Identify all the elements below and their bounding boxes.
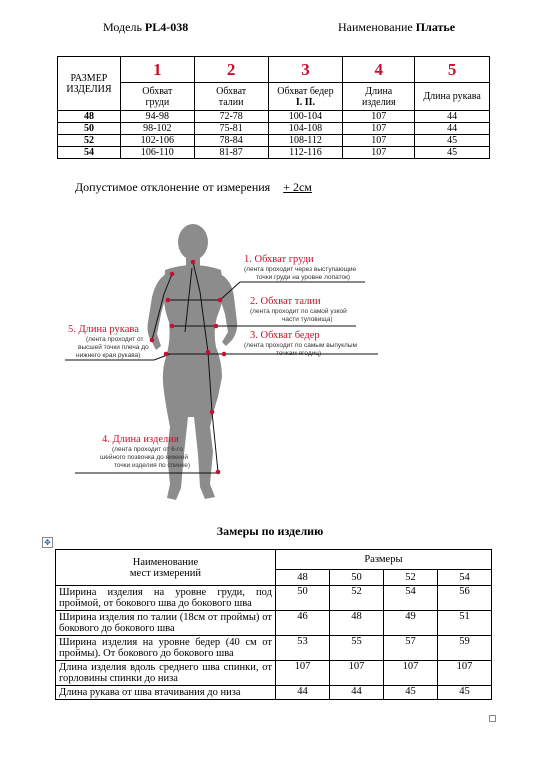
size-header-line2: ИЗДЕЛИЯ bbox=[66, 83, 112, 95]
measure-value-cell: 59 bbox=[437, 636, 491, 661]
column-header bbox=[120, 83, 194, 111]
column-header bbox=[194, 83, 268, 111]
size-cell: 50 bbox=[58, 123, 121, 135]
annotation-title: 4. Длина изделия bbox=[102, 434, 179, 445]
measure-value-cell: 51 bbox=[437, 611, 491, 636]
measure-name-header-line1: Наименование bbox=[132, 556, 199, 568]
value-cell: 44 bbox=[415, 123, 490, 135]
annotation-sleeve bbox=[68, 324, 149, 359]
measure-value-cell: 50 bbox=[275, 586, 329, 611]
measure-name-cell: Длина рукава от шва втачивания до низа bbox=[56, 686, 276, 700]
column-header-line2: груди bbox=[145, 96, 170, 108]
table-row bbox=[58, 123, 490, 135]
table-row bbox=[56, 661, 492, 686]
measure-name-cell: Ширина изделия по талии (18см от проймы) от бокового до бокового шва bbox=[56, 611, 276, 636]
annotation-title: 3. Обхват бедер bbox=[250, 330, 320, 341]
annotation-note: (лента проходит от 6-го bbox=[112, 446, 183, 453]
annotation-note: точки изделия по спинке) bbox=[114, 462, 191, 469]
value-cell: 94-98 bbox=[120, 111, 194, 123]
measure-value-cell: 49 bbox=[383, 611, 437, 636]
size-table bbox=[57, 56, 490, 159]
move-cross-icon[interactable]: ✥ bbox=[42, 537, 53, 548]
column-number: 4 bbox=[343, 57, 415, 83]
model-label: Модель bbox=[103, 20, 142, 34]
measure-value-cell: 44 bbox=[329, 686, 383, 700]
table-row bbox=[56, 611, 492, 636]
value-cell: 44 bbox=[415, 111, 490, 123]
table-row bbox=[56, 636, 492, 661]
table-row bbox=[58, 135, 490, 147]
name-label: Наименование bbox=[338, 20, 413, 34]
column-number: 5 bbox=[415, 57, 490, 83]
size-cell: 48 bbox=[58, 111, 121, 123]
size-cell: 54 bbox=[58, 147, 121, 159]
value-cell: 107 bbox=[343, 111, 415, 123]
measurements-table bbox=[55, 549, 492, 700]
column-number: 3 bbox=[268, 57, 343, 83]
value-cell: 45 bbox=[415, 135, 490, 147]
model-header bbox=[103, 20, 188, 35]
column-header-line2: талии bbox=[218, 96, 244, 108]
table-resize-handle[interactable] bbox=[489, 715, 496, 722]
measure-value-cell: 46 bbox=[275, 611, 329, 636]
measure-name-header-line2: мест измерений bbox=[129, 567, 202, 579]
column-header-line2: I. II. bbox=[295, 96, 316, 108]
measure-value-cell: 107 bbox=[275, 661, 329, 686]
measure-name-cell: Длина изделия вдоль среднего шва спинки, от горловины спинки до низа bbox=[56, 661, 276, 686]
name-header bbox=[338, 20, 455, 35]
measurements-title: Замеры по изделию bbox=[216, 524, 324, 538]
body-measurement-figure bbox=[60, 222, 390, 512]
value-cell: 72-78 bbox=[194, 111, 268, 123]
size-header-cell: 50 bbox=[329, 570, 383, 586]
column-header-line1: Длина bbox=[365, 85, 393, 97]
value-cell: 102-106 bbox=[120, 135, 194, 147]
measure-value-cell: 54 bbox=[383, 586, 437, 611]
sizes-header: Размеры bbox=[275, 550, 491, 570]
value-cell: 108-112 bbox=[268, 135, 343, 147]
value-cell: 107 bbox=[343, 147, 415, 159]
measure-value-cell: 55 bbox=[329, 636, 383, 661]
tolerance-value: + 2см bbox=[283, 180, 312, 194]
table-row bbox=[56, 686, 492, 700]
size-cell: 52 bbox=[58, 135, 121, 147]
measure-value-cell: 53 bbox=[275, 636, 329, 661]
annotation-note: (лента проходит по самым выпуклым bbox=[244, 342, 357, 349]
column-header bbox=[268, 83, 343, 111]
measure-value-cell: 48 bbox=[329, 611, 383, 636]
column-header bbox=[343, 83, 415, 111]
column-number: 2 bbox=[194, 57, 268, 83]
value-cell: 107 bbox=[343, 135, 415, 147]
annotation-chest bbox=[244, 254, 357, 281]
measure-value-cell: 45 bbox=[437, 686, 491, 700]
size-header-cell: 52 bbox=[383, 570, 437, 586]
annotation-hips bbox=[244, 330, 358, 357]
annotation-note: нижнего края рукава) bbox=[76, 352, 141, 359]
annotation-note: шейного позвонка до нижней bbox=[100, 454, 188, 461]
value-cell: 104-108 bbox=[268, 123, 343, 135]
annotation-title: 5. Длина рукава bbox=[68, 324, 139, 335]
name-value: Платье bbox=[415, 20, 456, 34]
size-header-cell: 48 bbox=[275, 570, 329, 586]
measure-name-cell: Ширина изделия на уровне бедер (40 см от проймы). От бокового до бокового шва bbox=[56, 636, 276, 661]
annotation-length bbox=[100, 434, 190, 469]
tolerance-note bbox=[75, 180, 312, 195]
annotation-note: (лента проходит через выступающие bbox=[244, 266, 357, 273]
annotation-note: высшей точки плеча до bbox=[78, 344, 149, 351]
measure-value-cell: 56 bbox=[437, 586, 491, 611]
value-cell: 45 bbox=[415, 147, 490, 159]
measure-value-cell: 52 bbox=[329, 586, 383, 611]
column-header bbox=[415, 83, 490, 111]
size-header-line1: РАЗМЕР bbox=[70, 72, 108, 84]
annotation-note: точкам ягодиц) bbox=[276, 350, 322, 357]
column-header-line1: Длина рукава bbox=[423, 91, 481, 102]
value-cell: 106-110 bbox=[120, 147, 194, 159]
value-cell: 100-104 bbox=[268, 111, 343, 123]
column-number: 1 bbox=[120, 57, 194, 83]
tolerance-text: Допустимое отклонение от измерения bbox=[75, 180, 271, 194]
measure-value-cell: 57 bbox=[383, 636, 437, 661]
measure-value-cell: 107 bbox=[383, 661, 437, 686]
measure-value-cell: 107 bbox=[437, 661, 491, 686]
measure-value-cell: 44 bbox=[275, 686, 329, 700]
measure-value-cell: 45 bbox=[383, 686, 437, 700]
value-cell: 98-102 bbox=[120, 123, 194, 135]
value-cell: 112-116 bbox=[268, 147, 343, 159]
value-cell: 81-87 bbox=[194, 147, 268, 159]
annotation-note: (лента проходит по самой узкой bbox=[250, 308, 347, 315]
size-header-cell bbox=[58, 57, 121, 111]
model-value: PL4-038 bbox=[144, 20, 189, 34]
size-header-cell: 54 bbox=[437, 570, 491, 586]
annotation-title: 2. Обхват талии bbox=[250, 296, 321, 307]
annotation-note: части туловища) bbox=[282, 316, 333, 323]
annotation-title: 1. Обхват груди bbox=[244, 254, 314, 265]
annotation-waist bbox=[250, 296, 347, 323]
table-row bbox=[56, 586, 492, 611]
measure-value-cell: 107 bbox=[329, 661, 383, 686]
value-cell: 75-81 bbox=[194, 123, 268, 135]
value-cell: 78-84 bbox=[194, 135, 268, 147]
column-header-line1: Обхват bbox=[216, 85, 247, 97]
annotation-note: (лента проходит от bbox=[86, 336, 144, 343]
measure-name-cell: Ширина изделия на уровне груди, под проймой, от бокового шва до бокового шва bbox=[56, 586, 276, 611]
column-header-line1: Обхват bbox=[142, 85, 173, 97]
column-header-line1: Обхват бедер bbox=[277, 85, 334, 97]
value-cell: 107 bbox=[343, 123, 415, 135]
annotation-note: точки груди на уровне лопаток) bbox=[256, 274, 351, 281]
table-row bbox=[58, 111, 490, 123]
measure-name-header bbox=[56, 550, 276, 586]
column-header-line2: изделия bbox=[361, 96, 396, 108]
table-row bbox=[58, 147, 490, 159]
